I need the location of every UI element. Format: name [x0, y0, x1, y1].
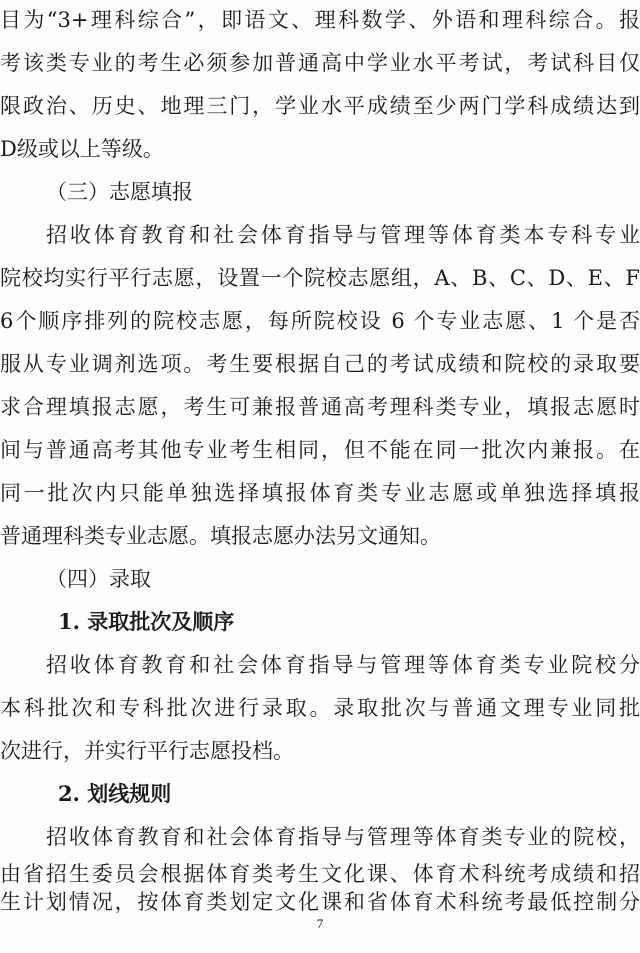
paragraph-line: 由省招生委员会根据体育类考生文化课、体育术科统考成绩和招 — [0, 862, 640, 886]
paragraph-line: 服从专业调剂选项。考生要根据自己的考试成绩和院校的录取要 — [0, 352, 640, 376]
paragraph-line: 考该类专业的考生必须参加普通高中学业水平考试，考试科目仅 — [0, 51, 640, 75]
paragraph-line: 同一批次内只能单独选择填报体育类专业志愿或单独选择填报 — [0, 481, 640, 505]
subsection-heading: 1. 录取批次及顺序 — [58, 609, 235, 634]
paragraph-line: 招收体育教育和社会体育指导与管理等体育类专业院校分 — [46, 653, 640, 677]
paragraph-line: 目为“3+理科综合”，即语文、理科数学、外语和理科综合。报 — [0, 8, 640, 32]
paragraph-line: 本科批次和专科批次进行录取。录取批次与普通文理专业同批 — [0, 696, 640, 720]
paragraph-line: 招收体育教育和社会体育指导与管理等体育类本专科专业 — [46, 223, 640, 247]
paragraph-line: 求合理填报志愿，考生可兼报普通高考理科类专业，填报志愿时 — [0, 395, 640, 419]
paragraph-line: 院校均实行平行志愿，设置一个院校志愿组，A、B、C、D、E、F — [0, 266, 640, 290]
paragraph-line: 招收体育教育和社会体育指导与管理等体育类专业的院校， — [46, 825, 640, 849]
paragraph-line: 限政治、历史、地理三门，学业水平成绩至少两门学科成绩达到 — [0, 94, 640, 118]
page-number: 7 — [316, 916, 324, 931]
subsection-heading: 2. 划线规则 — [58, 781, 172, 806]
paragraph-line: 6个顺序排列的院校志愿，每所院校设 6 个专业志愿、1 个是否 — [0, 309, 640, 333]
paragraph-line: 次进行，并实行平行志愿投档。 — [0, 739, 294, 763]
section-heading: （三）志愿填报 — [46, 180, 193, 204]
paragraph-line: 生计划情况，按体育类划定文化课和省体育术科统考最低控制分 — [0, 891, 640, 913]
paragraph-line: D级或以上等级。 — [0, 137, 164, 161]
section-heading: （四）录取 — [46, 567, 151, 591]
paragraph-line: 普通理科类专业志愿。填报志愿办法另文通知。 — [0, 524, 441, 548]
paragraph-line: 间与普通高考其他专业考生相同，但不能在同一批次内兼报。在 — [0, 438, 640, 462]
